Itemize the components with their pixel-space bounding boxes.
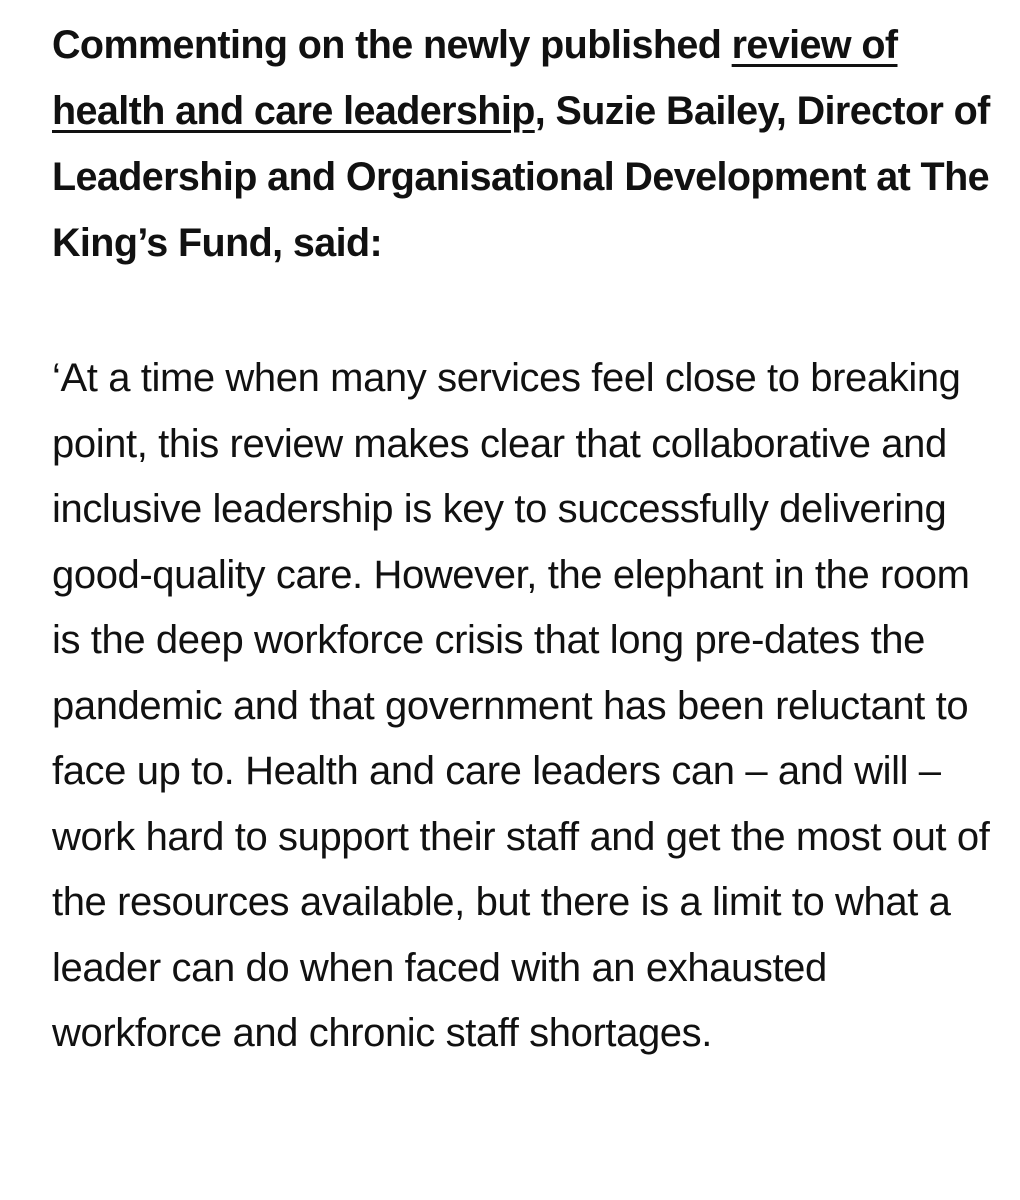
intro-paragraph (52, 0, 992, 276)
review-link[interactable]: review of health and care leadership (52, 23, 898, 133)
article-body (52, 0, 992, 1067)
intro-text-before-link: Commenting on the newly published (52, 23, 732, 67)
quote-paragraph: ‘At a time when many services feel close to breaking point, this review makes clear that collaborative and inclusive leadership is key to successfully delivering good-quality care. However, the elephant in the room is the deep workforce crisis that long pre-dates the pandemic and that government has been reluctant to face up to. Health and care leaders can – and will – work hard to support their staff and get the most out of the resources available, but there is a limit to what a leader can do when faced with an exhausted workforce and chronic staff shortages. (52, 356, 990, 1055)
intro-text-after-link: , Suzie Bailey, Director of Leadership and Organisational Development at The King’s Fund, said: (52, 89, 990, 265)
